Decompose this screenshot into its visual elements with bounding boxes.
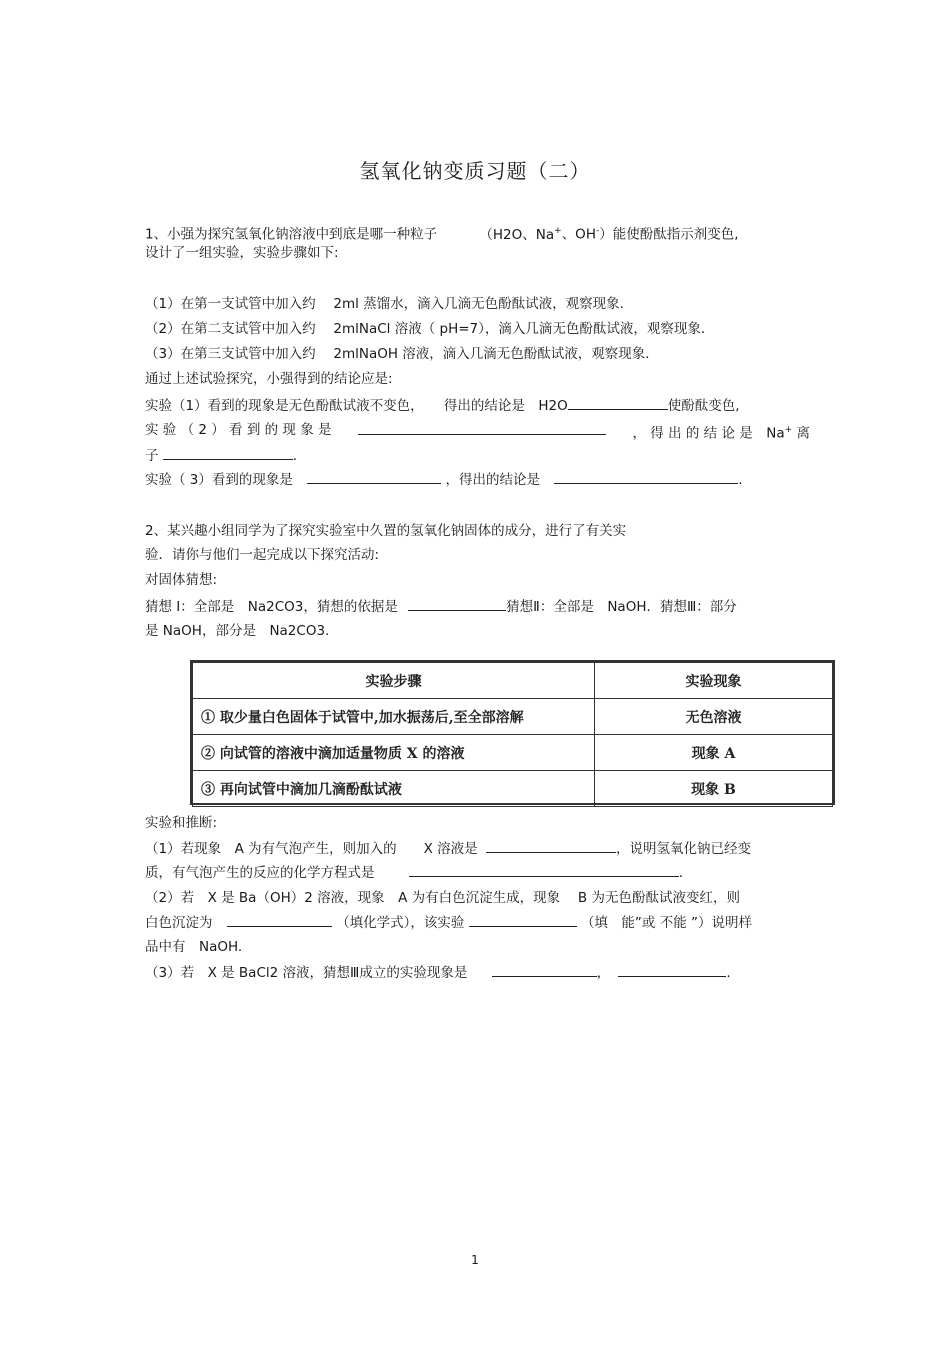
q1-step-2: （2）在第二支试管中加入约 2mlNaCl 溶液（ pH=7），滴入几滴无色酚酞试液，观察现象.: [145, 321, 706, 337]
q1-text: 离: [796, 425, 810, 442]
q1-text: ）能使酚酞指示剂变色,: [599, 226, 739, 243]
q1-step-3: （3）在第三支试管中加入约 2mlNaOH 溶液，滴入几滴无色酚酞试液，观察现象.: [145, 346, 650, 362]
q1-text: 、OH: [561, 226, 596, 243]
q2-part-2: （2）若 X 是 Ba（OH）2 溶液，现象 A 为有白色沉淀生成，现象 B 为无色酚酞试液变红，则: [145, 890, 740, 906]
table-header: 实验步骤: [193, 663, 595, 699]
q1-conclusion-1: [145, 395, 820, 415]
table-row: [193, 771, 833, 807]
q2-line-3: 对固体猜想:: [145, 572, 218, 588]
answer-blank[interactable]: [408, 596, 506, 611]
q2-line-1: 2、某兴趣小组同学为了探究实验室中久置的氢氧化钠固体的成分，进行了有关实: [145, 523, 627, 539]
q2-text: （3）若 X 是 BaCl2 溶液，猜想Ⅲ成立的实验现象是: [145, 965, 468, 981]
q2-text: .: [678, 865, 684, 881]
q1-text: 实 验 （ 2 ） 看 到 的 现 象 是: [145, 422, 332, 438]
table-row: [193, 699, 833, 735]
answer-blank[interactable]: [469, 912, 577, 927]
page-title: 氢氧化钠变质习题（二）: [359, 159, 591, 183]
q1-text: .: [738, 472, 743, 488]
table-header-row: [193, 663, 833, 699]
answer-blank[interactable]: [358, 420, 606, 435]
q1-text: 使酚酞变色,: [667, 398, 740, 414]
q1-conclusion-3: [145, 469, 820, 489]
q1-text: .: [292, 448, 298, 464]
q2-part-2b: [145, 912, 820, 932]
q1-line-2: 设计了一组实验，实验步骤如下:: [145, 245, 339, 261]
table-cell: ③ 再向试管中滴加几滴酚酞试液: [193, 771, 595, 807]
q2-part-2c: 品中有 NaOH.: [145, 939, 243, 955]
q2-text: 猜想Ⅱ：全部是 NaOH．猜想Ⅲ：部分: [506, 599, 737, 615]
q2-hypothesis: [145, 596, 820, 616]
q1-text: （H2O、Na: [479, 226, 555, 243]
answer-blank[interactable]: [163, 445, 293, 460]
table-cell: ① 取少量白色固体于试管中,加水振荡后,至全部溶解: [193, 699, 595, 735]
q1-conclusion-2: [145, 420, 810, 440]
answer-blank[interactable]: [554, 469, 738, 484]
q2-text: 质，有气泡产生的反应的化学方程式是: [145, 865, 375, 881]
q2-text: （填 能”或 不能 ”）说明样: [580, 915, 753, 931]
q2-text: ，说明氢氧化钠已经变: [615, 841, 751, 857]
answer-blank[interactable]: [486, 838, 616, 853]
q2-text: （1）若现象 A 为有气泡产生，则加入的 X 溶液是: [145, 841, 478, 857]
q2-text: 猜想 I：全部是 Na2CO3，猜想的依据是: [145, 599, 398, 615]
table-row: [193, 735, 833, 771]
q2-text: 白色沉淀为: [145, 915, 213, 931]
inference-heading: 实验和推断:: [145, 815, 218, 831]
table-cell: ② 向试管的溶液中滴加适量物质 X 的溶液: [193, 735, 595, 771]
q1-conclusion-intro: 通过上述试验探究，小强得到的结论应是:: [145, 371, 393, 387]
q2-text: （填化学式），该实验: [336, 915, 465, 931]
answer-blank[interactable]: [307, 469, 441, 484]
answer-blank[interactable]: [492, 962, 597, 977]
answer-blank[interactable]: [618, 962, 726, 977]
q1-text: 子: [145, 448, 159, 464]
table-cell: 现象 B: [595, 771, 833, 807]
page-number: 1: [471, 1253, 479, 1267]
table-cell: 现象 A: [595, 735, 833, 771]
q1-text: 实验（ 3）看到的现象是: [145, 472, 293, 488]
q1-text: 1、小强为探究氢氧化钠溶液中到底是哪一种粒子: [145, 226, 438, 243]
q2-line-2: 验．请你与他们一起完成以下探究活动:: [145, 547, 380, 563]
q2-part-1b: [145, 862, 820, 882]
experiment-table: [190, 660, 835, 805]
q2-hypothesis-cont: 是 NaOH，部分是 Na2CO3.: [145, 623, 330, 639]
answer-blank[interactable]: [568, 395, 668, 410]
q1-step-1: （1）在第一支试管中加入约 2ml 蒸馏水，滴入几滴无色酚酞试液，观察现象.: [145, 296, 624, 312]
table-header: 实验现象: [595, 663, 833, 699]
q1-text: ，得出的结论是: [445, 472, 540, 488]
answer-blank[interactable]: [409, 862, 679, 877]
q2-text: .: [726, 965, 731, 981]
superscript: -: [595, 226, 600, 236]
q1-line-1: [145, 221, 820, 241]
q2-text: ，: [596, 965, 611, 981]
answer-blank[interactable]: [227, 912, 332, 927]
q2-part-1: [145, 838, 820, 858]
superscript: +: [554, 226, 562, 236]
q2-part-3: [145, 962, 820, 982]
table-cell: 无色溶液: [595, 699, 833, 735]
q1-text: ， 得 出 的 结 论 是 Na: [632, 425, 785, 442]
q1-text: 实验（1）看到的现象是无色酚酞试液不变色， 得出的结论是 H2O: [145, 398, 568, 414]
q1-conclusion-2b: [145, 445, 820, 465]
superscript: +: [784, 425, 793, 435]
